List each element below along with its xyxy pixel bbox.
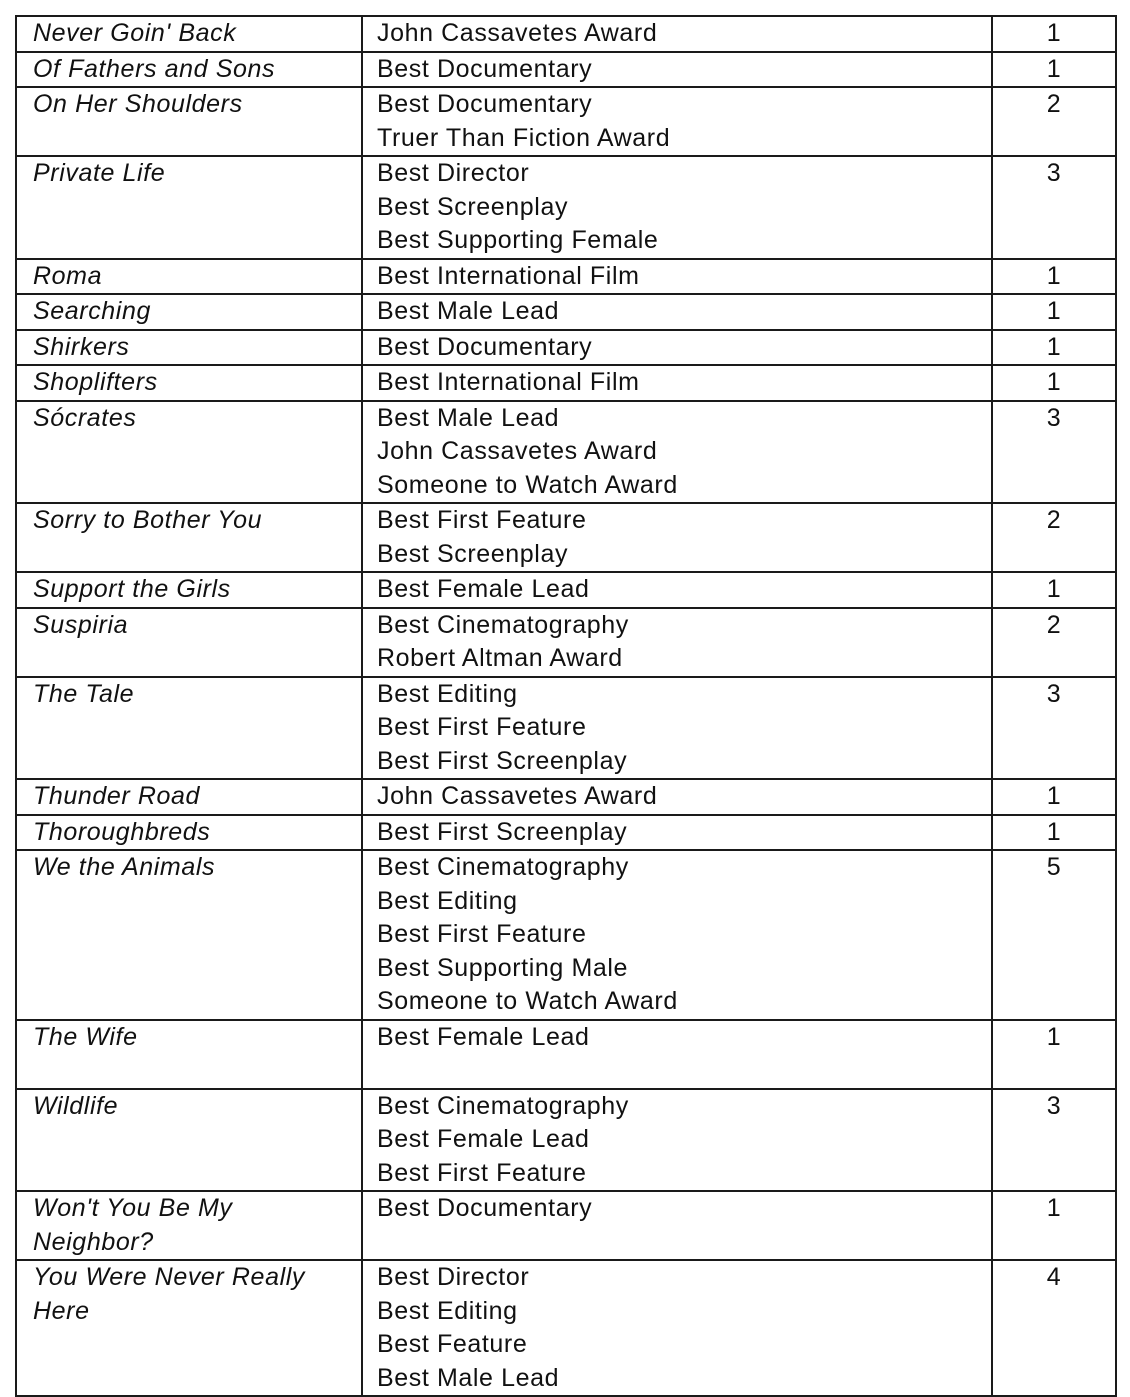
film-title: Won't You Be My Neighbor? [33,1194,233,1256]
award-name: Best First Screenplay [377,746,628,775]
award-name: Robert Altman Award [377,644,623,672]
award-name: Best Editing [377,886,518,915]
award-count: 1 [1046,782,1062,810]
award-name: Best Screenplay [377,192,569,221]
awards-cell [362,779,992,815]
awards-cell [362,294,992,330]
award-name: Truer Than Fiction Award [377,123,671,152]
film-title-cell [16,1260,362,1396]
award-count: 1 [1046,1194,1062,1222]
award-count-cell [992,259,1116,295]
film-title-cell [16,365,362,401]
award-name: Best First Feature [377,920,587,948]
awards-cell [362,1260,992,1396]
award-count: 2 [1046,610,1062,639]
award-count-cell [992,16,1116,52]
award-count-cell [992,572,1116,608]
table-row [16,330,1116,366]
film-title: The Tale [33,679,135,708]
table-row [16,294,1116,330]
awards-cell [362,259,992,295]
award-name: Best Feature [377,1330,528,1358]
award-count: 5 [1046,853,1062,881]
awards-cell [362,608,992,677]
awards-cell [362,156,992,259]
award-count-cell [992,156,1116,259]
award-name: Best Documentary [377,90,593,118]
film-title: Sócrates [33,403,137,432]
film-title: The Wife [33,1022,138,1051]
award-name: Someone to Watch Award [377,987,678,1015]
table-row [16,1020,1116,1089]
award-count: 3 [1046,159,1062,187]
film-title-cell [16,572,362,608]
award-name: Best Editing [377,679,518,708]
awards-cell [362,1191,992,1260]
awards-cell [362,330,992,366]
film-title: Wildlife [33,1091,119,1120]
table-row [16,87,1116,156]
award-name: Best Cinematography [377,853,629,881]
award-count: 1 [1046,297,1062,325]
award-name: Best Editing [377,1296,518,1325]
table-row [16,401,1116,504]
film-title: Thoroughbreds [33,817,211,846]
film-title-cell [16,87,362,156]
awards-cell [362,16,992,52]
award-count: 1 [1046,54,1062,83]
award-count-cell [992,1191,1116,1260]
table-row [16,850,1116,1020]
film-title: Private Life [33,159,166,187]
film-title: Of Fathers and Sons [33,54,276,83]
award-count: 2 [1046,90,1062,118]
table-row [16,365,1116,401]
film-title-cell [16,156,362,259]
awards-cell [362,1020,992,1089]
award-count-cell [992,503,1116,572]
film-title-cell [16,677,362,780]
award-count: 1 [1046,817,1062,846]
table-row [16,52,1116,88]
award-count-cell [992,52,1116,88]
award-name: John Cassavetes Award [377,19,658,47]
film-title-cell [16,294,362,330]
award-count-cell [992,1089,1116,1192]
table-row [16,503,1116,572]
award-count-cell [992,294,1116,330]
table-row [16,677,1116,780]
awards-cell [362,572,992,608]
film-title-cell [16,850,362,1020]
award-count: 1 [1046,368,1062,396]
film-title-cell [16,1191,362,1260]
award-name: Someone to Watch Award [377,470,678,499]
table-row [16,608,1116,677]
award-count: 1 [1046,575,1062,603]
award-count-cell [992,365,1116,401]
award-name: John Cassavetes Award [377,782,658,810]
award-count-cell [992,1020,1116,1089]
table-row [16,572,1116,608]
award-count-cell [992,815,1116,851]
film-title-cell [16,401,362,504]
award-name: Best Screenplay [377,539,569,568]
table-row [16,156,1116,259]
film-title-cell [16,259,362,295]
awards-cell [362,850,992,1020]
award-count-cell [992,779,1116,815]
award-name: Best Director [377,159,530,187]
award-name: Best Cinematography [377,610,629,639]
award-count: 4 [1046,1263,1062,1291]
awards-cell [362,503,992,572]
awards-cell [362,677,992,780]
table-row [16,259,1116,295]
table-row [16,815,1116,851]
award-count-cell [992,330,1116,366]
award-name: John Cassavetes Award [377,437,658,465]
award-name: Best First Feature [377,1158,587,1187]
award-count: 3 [1046,1091,1062,1120]
film-title-cell [16,16,362,52]
award-name: Best International Film [377,368,640,396]
film-title: Support the Girls [33,575,231,603]
award-count: 1 [1046,19,1062,47]
award-count: 1 [1046,261,1062,290]
film-title-cell [16,779,362,815]
award-name: Best Male Lead [377,297,560,325]
award-count-cell [992,87,1116,156]
award-count: 3 [1046,403,1062,432]
film-title: On Her Shoulders [33,90,243,118]
awards-cell [362,815,992,851]
film-title: You Were Never Really Here [33,1263,305,1325]
awards-table [15,15,1117,1397]
film-title: Never Goin' Back [33,19,237,47]
award-name: Best Documentary [377,1194,593,1222]
film-title-cell [16,503,362,572]
awards-cell [362,365,992,401]
film-title: Sorry to Bother You [33,506,263,534]
award-name: Best Supporting Female [377,226,659,254]
award-name: Best Documentary [377,332,593,361]
film-title-cell [16,330,362,366]
award-name: Best Documentary [377,54,593,83]
film-title: Roma [33,261,103,290]
awards-cell [362,401,992,504]
award-name: Best First Screenplay [377,817,628,846]
blank-line [377,1054,991,1088]
film-title: We the Animals [33,853,216,881]
table-row [16,1191,1116,1260]
award-name: Best Male Lead [377,403,560,432]
film-title-cell [16,1020,362,1089]
award-count-cell [992,608,1116,677]
award-count-cell [992,1260,1116,1396]
award-count-cell [992,850,1116,1020]
award-name: Best Director [377,1263,530,1291]
film-title: Shoplifters [33,368,158,396]
film-title-cell [16,1089,362,1192]
award-count-cell [992,677,1116,780]
award-name: Best Female Lead [377,1125,590,1153]
film-title: Suspiria [33,610,129,639]
award-name: Best Male Lead [377,1363,560,1392]
award-count: 3 [1046,679,1062,708]
award-name: Best Female Lead [377,575,590,603]
film-title: Searching [33,297,151,325]
award-name: Best First Feature [377,506,587,534]
table-row [16,16,1116,52]
film-title-cell [16,608,362,677]
award-name: Best Supporting Male [377,953,629,982]
award-name: Best Female Lead [377,1022,590,1051]
awards-cell [362,52,992,88]
awards-table-body [16,16,1116,1396]
award-name: Best First Feature [377,713,587,741]
award-count: 1 [1046,1022,1062,1051]
award-name: Best International Film [377,261,640,290]
awards-cell [362,87,992,156]
awards-cell [362,1089,992,1192]
award-count: 2 [1046,506,1062,534]
table-row [16,779,1116,815]
award-count: 1 [1046,332,1062,361]
award-name: Best Cinematography [377,1091,629,1120]
film-title-cell [16,815,362,851]
table-row [16,1260,1116,1396]
film-title: Thunder Road [33,782,201,810]
film-title: Shirkers [33,332,130,361]
film-title-cell [16,52,362,88]
award-count-cell [992,401,1116,504]
table-row [16,1089,1116,1192]
